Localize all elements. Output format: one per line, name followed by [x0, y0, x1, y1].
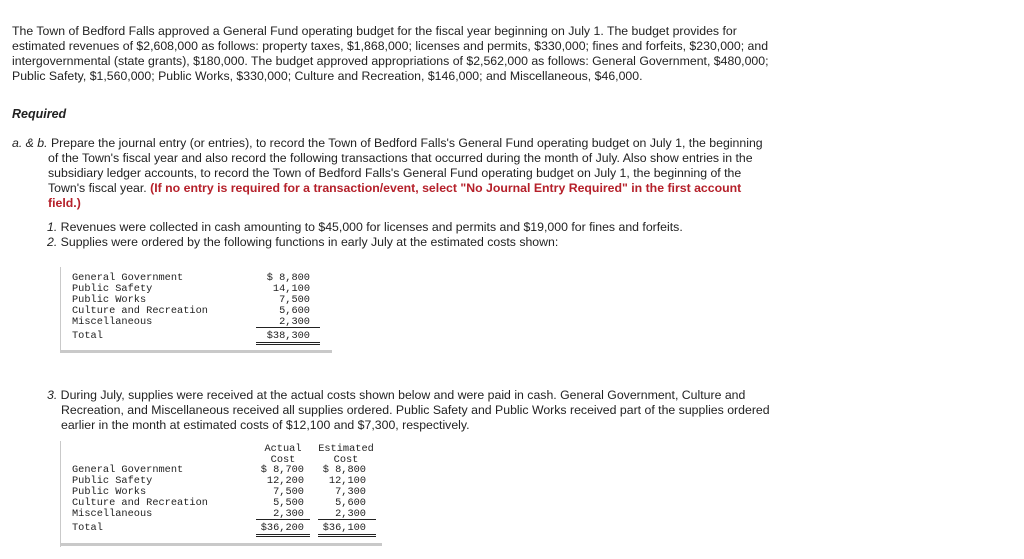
table-total-label: Total — [72, 522, 103, 534]
subtotal-rule — [318, 519, 376, 520]
total-double-rule — [256, 342, 320, 345]
transaction-2-number: 2. — [47, 235, 58, 249]
table-row-actual: 2,300 — [273, 507, 304, 520]
transaction-2 — [47, 235, 772, 250]
transaction-3-number: 3. — [47, 388, 58, 402]
table-row-label: Culture and Recreation — [72, 496, 208, 509]
supplies-ordered-table — [60, 267, 332, 353]
table-total-estimated: $36,100 — [322, 522, 366, 534]
task-paragraph — [12, 136, 772, 211]
table-row-estimated: 7,300 — [335, 485, 366, 498]
table-row-label: Public Works — [72, 485, 147, 498]
table-row-actual: $ 8,700 — [260, 464, 304, 476]
required-heading: Required — [12, 107, 67, 121]
table-total-label: Total — [72, 330, 103, 342]
transaction-3-text: During July, supplies were received at the actual costs shown below and were paid in cash. General Government, Culture and Recreation, and Miscellaneous received all supplies ordered. Public Safety and Public Works received part of the supplies ordered earlier in the month at estimated costs of $12,100 and $7,300, respectively. — [57, 388, 770, 432]
table-row-actual: 7,500 — [273, 485, 304, 498]
task-lead: a. & b. — [12, 136, 48, 150]
table-edge — [60, 441, 61, 547]
subtotal-rule — [256, 327, 320, 328]
task-text: Prepare the journal entry (or entries), to record the Town of Bedford Falls's General Fund operating budget on July 1, the beginning of the Town's fiscal year and also record the following transactions that occurred during the month of July. Also show entries in the subsidiary ledger accounts, to record the Town of Bedford Falls's General Fund operating budget on July 1, the beginning of the Town's fiscal year. — [47, 136, 763, 195]
table-row-label: Public Safety — [72, 474, 153, 487]
table-row-estimated: 2,300 — [335, 507, 366, 520]
actual-cost-header: Cost — [270, 453, 296, 466]
transaction-1 — [47, 220, 772, 235]
table-row-label: Culture and Recreation — [72, 304, 208, 317]
subtotal-rule — [256, 519, 310, 520]
task-note: (If no entry is required for a transaction/event, select "No Journal Entry Required" in the first account field.) — [48, 181, 742, 210]
table-edge — [60, 543, 382, 546]
table-row-label: General Government — [72, 464, 184, 476]
transaction-1-text: Revenues were collected in cash amounting to $45,000 for licenses and permits and $19,000 for fines and forfeits. — [57, 220, 683, 234]
table-row-value: 5,600 — [279, 304, 310, 317]
supplies-received-table — [60, 441, 382, 547]
table-edge — [60, 267, 61, 353]
table-row-label: Public Works — [72, 293, 147, 306]
table-row-label: Miscellaneous — [72, 315, 153, 328]
table-row-value: 7,500 — [279, 293, 310, 306]
table-row-estimated: $ 8,800 — [322, 464, 366, 476]
total-double-rule — [256, 534, 310, 537]
table-row-actual: 5,500 — [273, 496, 304, 509]
table-row-label: Public Safety — [72, 282, 153, 295]
transaction-1-number: 1. — [47, 220, 58, 234]
table-row-value: 2,300 — [279, 315, 310, 328]
table-row-value: $ 8,800 — [266, 272, 310, 284]
estimated-cost-header: Estimated — [318, 443, 374, 455]
table-row-estimated: 5,600 — [335, 496, 366, 509]
estimated-cost-header: Cost — [333, 453, 359, 466]
table-row-value: 14,100 — [272, 282, 310, 295]
table-total-actual: $36,200 — [260, 522, 304, 534]
transaction-2-text: Supplies were ordered by the following functions in early July at the estimated costs shown: — [57, 235, 559, 249]
table-row-actual: 12,200 — [266, 474, 304, 487]
transaction-3 — [47, 388, 772, 433]
table-total-value: $38,300 — [266, 330, 310, 342]
table-row-label: General Government — [72, 272, 184, 284]
actual-cost-header: Actual — [264, 443, 302, 455]
table-row-label: Miscellaneous — [72, 507, 153, 520]
table-row-estimated: 12,100 — [328, 474, 366, 487]
table-edge — [60, 350, 332, 353]
intro-paragraph: The Town of Bedford Falls approved a General Fund operating budget for the fiscal year beginning on July 1. The budget provides for estimated revenues of $2,608,000 as follows: property taxes, $1,868,000; licenses and permits, $330,000; fines and forfeits, $230,000; and intergovernmental (state grants), $180,000. The budget approved appropriations of $2,562,000 as follows: General Government, $480,000; Public Safety, $1,560,000; Public Works, $330,000; Culture and Recreation, $146,000; and Miscellaneous, $46,000. — [12, 24, 769, 83]
total-double-rule — [318, 534, 376, 537]
